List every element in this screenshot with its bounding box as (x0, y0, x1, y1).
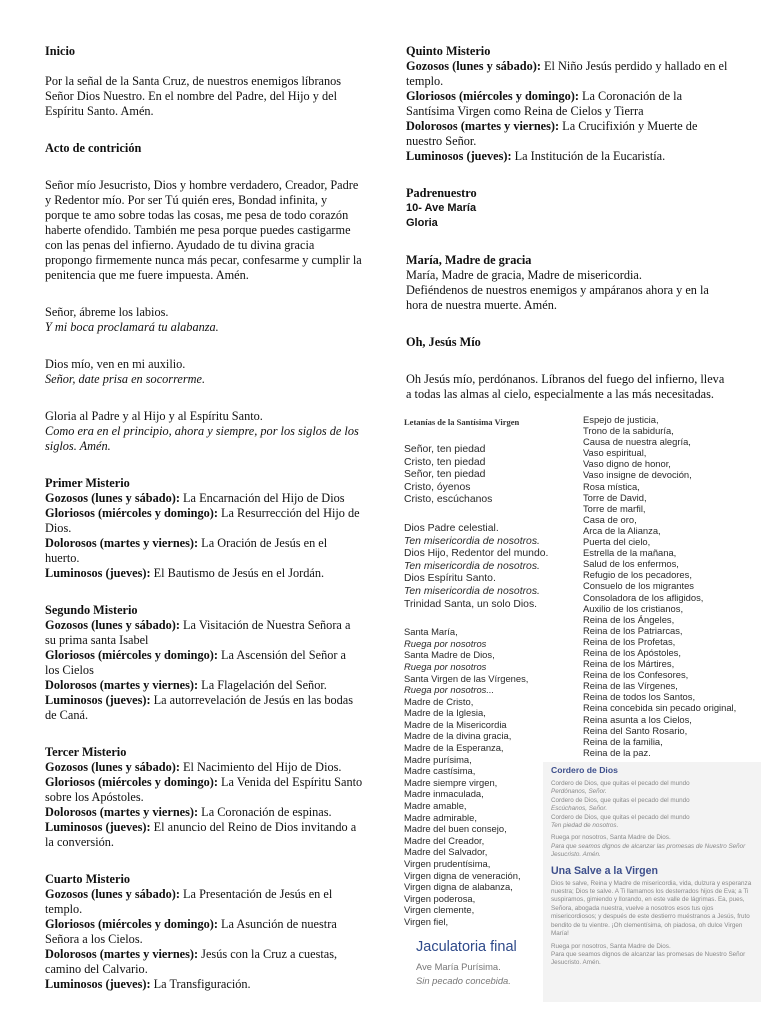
inicio-paragraph: Por la señal de la Santa Cruz, de nuestros enemigos líbranos Señor Dios Nuestro. En el nombre del Padre, del Hijo y del Espíritu Santo. Amén. (45, 74, 342, 118)
mystery-item (406, 59, 732, 89)
mystery-text: La Coronación de espinas. (198, 805, 332, 819)
mystery-text: La autorrevelación de Jesús en las bodas de Caná. (45, 693, 354, 722)
mystery-text: El Nacimiento del Hijo de Dios. (179, 760, 342, 774)
mystery-day-label: Luminosos (jueves): (45, 566, 151, 580)
mystery-heading: Primer Misterio (45, 476, 130, 490)
jesus-paragraph: Oh Jesús mío, perdónanos. Líbranos del fuego del infierno, lleva a todas las almas al cielo, especialmente a las más necesitadas. (406, 372, 725, 401)
invocation-line: Ruega por nosotros (404, 637, 487, 649)
invocation-line: Reina de las Vírgenes, (583, 680, 678, 692)
mystery-heading: Tercer Misterio (45, 745, 127, 759)
jaculatoria-heading: Jaculatoria final (416, 939, 517, 955)
mystery-day-label: Luminosos (jueves): (406, 149, 512, 163)
invocations-right-list (583, 414, 763, 758)
versicle-3: Gloria al Padre y al Hijo y al Espíritu Santo. (45, 409, 263, 423)
maria-line-1: María, Madre de gracia, Madre de misericordia. (406, 268, 642, 282)
trinity-list (404, 523, 579, 611)
ruega-2: Ruega por nosotros, Santa Madre de Dios. (551, 942, 671, 950)
invocation-line: Madre castísima, (404, 765, 476, 777)
invocation-line: Virgen clemente, (404, 904, 475, 916)
invocation-line: Casa de oro, (583, 513, 637, 525)
cordero-lines (543, 780, 761, 830)
mystery-item (45, 805, 363, 820)
kyrie-line: Señor, ten piedad (404, 469, 486, 481)
mystery-item (45, 536, 363, 566)
prayer-card (543, 762, 761, 1002)
mystery-item (45, 506, 363, 536)
mysteries-list (45, 476, 363, 992)
mystery-item (45, 491, 363, 506)
mystery-item (45, 775, 363, 805)
mystery-day-label: Luminosos (jueves): (45, 820, 151, 834)
kyrie-line: Señor, ten piedad (404, 444, 486, 455)
invocation-line: Salud de los enfermos, (583, 558, 679, 570)
cordero-line: Perdónanos, Señor. (551, 788, 607, 796)
mystery-day-label: Dolorosos (martes y viernes): (45, 805, 199, 819)
mystery-day-label: Gloriosos (miércoles y domingo): (45, 648, 218, 662)
mystery-day-label: Dolorosos (martes y viernes): (406, 119, 560, 133)
mystery-day-label: Luminosos (jueves): (45, 693, 151, 707)
mystery-text: La Ascensión del Señor a los Cielos (45, 648, 346, 677)
maria-heading: María, Madre de gracia (406, 253, 532, 267)
salve-heading: Una Salve a la Virgen (551, 864, 658, 877)
versicle-1: Señor, ábreme los labios. (45, 305, 169, 319)
jaculatoria-line-2: Sin pecado concebida. (416, 975, 511, 986)
mystery-item (406, 89, 732, 119)
contricion-heading: Acto de contrición (45, 141, 142, 155)
mystery-day-label: Dolorosos (martes y viernes): (45, 678, 199, 692)
mystery-item (45, 566, 363, 581)
invocation-line: Virgen digna de veneración, (404, 869, 521, 881)
fifth-mystery (406, 44, 732, 164)
cordero-line: Cordero de Dios, que quitas el pecado del mundo (551, 796, 690, 804)
mystery-day-label: Luminosos (jueves): (45, 977, 151, 991)
ruega-1-response: Para que seamos dignos de alcanzar las promesas de Nuestro Señor Jesucristo. Amén. (551, 842, 746, 859)
mystery-day-label: Gozosos (lunes y sábado): (406, 59, 541, 73)
invocation-line: Consoladora de los afligidos, (583, 591, 704, 603)
invocation-line: Santa María, (404, 626, 458, 638)
mystery-text: La Resurrección del Hijo de Dios. (45, 506, 360, 535)
cordero-line: Ten piedad de nosotros. (551, 822, 619, 830)
jaculatoria-line-1: Ave María Purísima. (416, 961, 501, 972)
mystery-item (45, 648, 363, 678)
response-1: Y mi boca proclamará tu alabanza. (45, 320, 219, 334)
invocation-line: Consuelo de los migrantes (583, 580, 694, 592)
mystery-day-label: Gozosos (lunes y sábado): (45, 887, 180, 901)
mystery-item (45, 760, 363, 775)
mystery-day-label: Gozosos (lunes y sábado): (45, 760, 180, 774)
maria-line-2: Defiéndenos de nuestros enemigos y ampáranos ahora y en la hora de nuestra muerte. Amén. (406, 283, 709, 312)
mystery-text: La Transfiguración. (150, 977, 251, 991)
cordero-line: Escúchanos, Señor. (551, 805, 608, 813)
invocation-line: Santa Virgen de las Vírgenes, (404, 672, 529, 684)
kyrie-line: Cristo, escúchanos (404, 494, 493, 506)
mystery-text: La Institución de la Eucaristía. (511, 149, 666, 163)
invocation-line: Virgen fiel, (404, 915, 449, 927)
mystery-item (45, 887, 363, 917)
kyrie-list (404, 444, 579, 507)
invocation-line: Auxilio de los cristianos, (583, 602, 684, 614)
invocation-line: Virgen digna de alabanza, (404, 881, 513, 893)
salve-paragraph: Dios te salve, Reina y Madre de misericordia, vida, dulzura y esperanza nuestra; Dios te salve. A Ti llamamos los desterrados hijos de Eva; a Ti suspiramos, gimiendo y llorando, en este valle de lágrimas. Ea, pues, Señora, abogada nuestra, vuelve a nosotros esos tus ojos misericordiosos; y después de este destierro muéstranos a Jesús, fruto bendito de tu vientre. ¡Oh clementísima, oh piadosa, oh dulce Virgen María! (551, 879, 752, 938)
invocation-line: Madre de la Esperanza, (404, 742, 504, 754)
invocation-line: Virgen poderosa, (404, 892, 476, 904)
avemaria-label: 10- Ave María (406, 202, 477, 214)
mystery-item (45, 678, 363, 693)
invocation-line: Reina de los Ángeles, (583, 613, 675, 625)
invocation-line: Causa de nuestra alegría, (583, 436, 691, 448)
padrenuestro-heading: Padrenuestro (406, 186, 477, 200)
trinity-line: Dios Padre celestial. (404, 522, 499, 534)
invocation-line: Reina del Santo Rosario, (583, 724, 688, 736)
mystery-text: La Presentación de Jesús en el templo. (45, 887, 333, 916)
gloria-label: Gloria (406, 217, 438, 229)
invocation-line: Refugio de los pecadores, (583, 569, 692, 581)
mystery-day-label: Gloriosos (miércoles y domingo): (406, 89, 579, 103)
invocation-line: Trono de la sabiduría, (583, 425, 674, 437)
jaculatoria-block (416, 938, 541, 988)
litany-title: Letanías de la Santísima Virgen (404, 417, 520, 427)
mystery-text: La Visitación de Nuestra Señora a su prima santa Isabel (45, 618, 351, 647)
invocation-line: Espejo de justicia, (583, 414, 659, 425)
invocation-line: Rosa mística, (583, 480, 640, 492)
versicle-2: Dios mío, ven en mi auxilio. (45, 357, 186, 371)
invocation-line: Madre siempre virgen, (404, 776, 498, 788)
mystery-text: La Venida del Espíritu Santo sobre los Apóstoles. (45, 775, 363, 804)
mystery-item (45, 947, 363, 977)
mystery-item (406, 119, 732, 149)
response-3: Como era en el principio, ahora y siempre, por los siglos de los siglos. Amén. (45, 424, 359, 453)
mystery-text: El anuncio del Reino de Dios invitando a la conversión. (45, 820, 357, 849)
invocation-line: Reina de todos los Santos, (583, 691, 696, 703)
left-column (45, 44, 363, 992)
jesus-heading: Oh, Jesús Mío (406, 335, 481, 349)
mystery-text: La Asunción de nuestra Señora a los Cielos. (45, 917, 337, 946)
invocation-line: Reina de los Apóstoles, (583, 646, 681, 658)
invocation-line: Madre del Salvador, (404, 846, 488, 858)
mystery-text: La Oración de Jesús en el huerto. (45, 536, 328, 565)
mystery-text: La Crucifixión y Muerte de nuestro Señor. (406, 119, 698, 148)
mystery-day-label: Gloriosos (miércoles y domingo): (45, 506, 218, 520)
ruega-2-response: Para que seamos dignos de alcanzar las promesas de Nuestro Señor Jesucristo. Amén. (551, 950, 746, 967)
mystery-heading: Cuarto Misterio (45, 872, 131, 886)
invocation-line: Reina de los Profetas, (583, 635, 676, 647)
mystery-day-label: Gloriosos (miércoles y domingo): (45, 775, 218, 789)
invocation-line: Reina asunta a los Cielos, (583, 713, 692, 725)
mystery-day-label: Gozosos (lunes y sábado): (45, 491, 180, 505)
invocation-line: Madre de la Misericordia (404, 718, 507, 730)
mystery-item (45, 820, 363, 850)
mystery-day-label: Dolorosos (martes y viernes): (45, 947, 199, 961)
trinity-line: Dios Espíritu Santo. (404, 573, 496, 585)
invocation-line: Vaso insigne de devoción, (583, 469, 692, 481)
trinity-line: Ten misericordia de nosotros. (404, 585, 540, 597)
invocation-line: Madre purísima, (404, 753, 472, 765)
mystery-item (45, 618, 363, 648)
invocation-line: Torre de marfil, (583, 502, 646, 514)
invocation-line: Reina concebida sin pecado original, (583, 702, 737, 714)
invocation-line: Reina de los Mártires, (583, 658, 675, 670)
invocation-line: Torre de David, (583, 491, 647, 503)
mystery-day-label: Gloriosos (miércoles y domingo): (45, 917, 218, 931)
mystery-item (406, 149, 732, 164)
invocation-line: Reina de la familia, (583, 735, 663, 747)
mystery-text: El Niño Jesús perdido y hallado en el templo. (406, 59, 728, 88)
right-column (406, 44, 732, 402)
mystery-text: La Encarnación del Hijo de Dios (179, 491, 345, 505)
invocation-line: Madre admirable, (404, 811, 477, 823)
mystery-heading: Quinto Misterio (406, 44, 491, 58)
response-2: Señor, date prisa en socorrerme. (45, 372, 206, 386)
mystery-day-label: Gozosos (lunes y sábado): (45, 618, 180, 632)
trinity-line: Dios Hijo, Redentor del mundo. (404, 548, 549, 560)
mystery-heading: Segundo Misterio (45, 603, 138, 617)
mystery-item (45, 917, 363, 947)
mystery-text: Jesús con la Cruz a cuestas, camino del Calvario. (45, 947, 338, 976)
invocation-line: Virgen prudentísima, (404, 858, 491, 869)
invocation-line: Ruega por nosotros (404, 660, 487, 672)
kyrie-line: Cristo, ten piedad (404, 456, 486, 468)
cordero-line: Cordero de Dios, que quitas el pecado del mundo (551, 780, 690, 787)
invocation-line: Madre del buen consejo, (404, 823, 507, 835)
trinity-line: Ten misericordia de nosotros. (404, 535, 540, 547)
invocation-line: Madre amable, (404, 800, 467, 812)
invocation-line: Madre inmaculada, (404, 788, 484, 800)
mystery-text: El Bautismo de Jesús en el Jordán. (150, 566, 325, 580)
invocation-line: Arca de la Alianza, (583, 524, 661, 536)
invocation-line: Santa Madre de Dios, (404, 649, 495, 661)
invocation-line: Reina de los Patriarcas, (583, 624, 683, 636)
invocation-line: Puerta del cielo, (583, 536, 651, 548)
mystery-text: La Flagelación del Señor. (198, 678, 327, 692)
invocation-line: Madre de Cristo, (404, 695, 474, 707)
mystery-item (45, 977, 363, 992)
invocation-line: Madre de la Iglesia, (404, 707, 486, 719)
ruega-1: Ruega por nosotros, Santa Madre de Dios. (551, 834, 671, 842)
kyrie-line: Cristo, óyenos (404, 481, 471, 493)
mystery-item (45, 693, 363, 723)
trinity-line: Ten misericordia de nosotros. (404, 560, 540, 572)
mystery-day-label: Dolorosos (martes y viernes): (45, 536, 199, 550)
invocation-line: Vaso espiritual, (583, 447, 647, 459)
trinity-line: Trinidad Santa, un solo Dios. (404, 598, 538, 610)
contricion-paragraph: Señor mío Jesucristo, Dios y hombre verdadero, Creador, Padre y Redentor mío. Por ser Tú quién eres, Bondad infinita, y porque te amo sobre todas las cosas, me pesa de todo corazón haberte ofendido. También me pesa porque puedes castigarme con las penas del infierno. Ayudado de tu divina gracia propongo firmemente nunca más pecar, confesarme y cumplir la penitencia que me fuere impuesta. Amén. (45, 178, 362, 282)
mystery-text: La Coronación de la Santísima Virgen como Reina de Cielos y Tierra (406, 89, 683, 118)
invocation-line: Madre de la divina gracia, (404, 730, 512, 742)
invocation-line: Estrella de la mañana, (583, 547, 677, 559)
invocation-line: Ruega por nosotros... (404, 684, 495, 696)
cordero-heading: Cordero de Dios (551, 765, 618, 775)
cordero-line: Cordero de Dios, que quitas el pecado del mundo (551, 813, 690, 821)
inicio-heading: Inicio (45, 44, 76, 58)
invocation-line: Madre del Creador, (404, 834, 485, 846)
invocation-line: Reina de los Confesores, (583, 669, 689, 681)
invocation-line: Vaso digno de honor, (583, 458, 671, 470)
invocation-line: Reina de la paz. (583, 746, 651, 758)
